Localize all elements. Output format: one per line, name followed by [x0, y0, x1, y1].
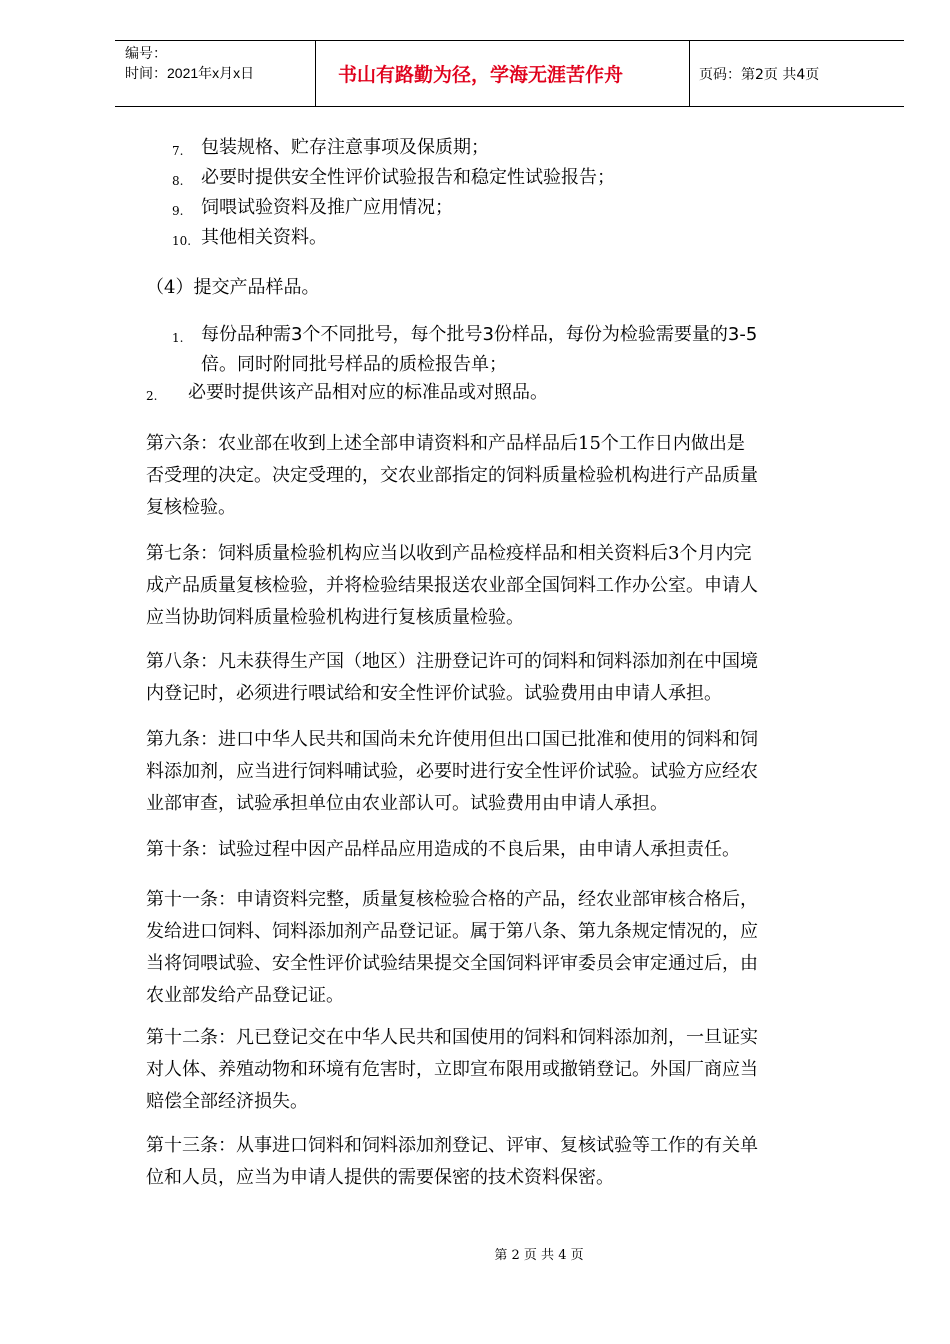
list-item: 包装规格、贮存注意事项及保质期；	[201, 137, 489, 158]
header-slogan: 书山有路勤为径，学海无涯苦作舟	[316, 41, 690, 106]
page-header	[115, 40, 904, 107]
list-item: 其他相关资料。	[201, 227, 327, 248]
list-number: 1.	[172, 331, 184, 345]
article-9	[146, 724, 886, 820]
list-number: 10.	[172, 234, 192, 248]
paragraph-line: 第十一条：申请资料完整，质量复核检验合格的产品，经农业部审核合格后，	[146, 889, 758, 910]
paragraph-line: 第八条：凡未获得生产国（地区）注册登记许可的饲料和饲料添加剂在中国境	[146, 651, 758, 672]
paragraph-line: 内登记时，必须进行喂试给和安全性评价试验。试验费用由申请人承担。	[146, 683, 722, 704]
paragraph-line: 料添加剂，应当进行饲料哺试验，必要时进行安全性评价试验。试验方应经农	[146, 761, 758, 782]
paragraph-line: 第十三条：从事进口饲料和饲料添加剂登记、评审、复核试验等工作的有关单	[146, 1135, 758, 1156]
list-number: 8.	[172, 174, 184, 188]
section-heading: （4）提交产品样品。	[146, 277, 320, 298]
paragraph-line: 第十条：试验过程中因产品样品应用造成的不良后果，由申请人承担责任。	[146, 839, 740, 860]
paragraph-line: 复核检验。	[146, 497, 236, 518]
list-number: 2.	[146, 389, 158, 403]
paragraph-line: 第七条：饲料质量检验机构应当以收到产品检疫样品和相关资料后3个月内完	[146, 543, 752, 564]
header-page-info: 页码：第2页 共4页	[699, 66, 820, 83]
paragraph-line: 农业部发给产品登记证。	[146, 985, 344, 1006]
paragraph-line: 第六条：农业部在收到上述全部申请资料和产品样品后15个工作日内做出是	[146, 433, 745, 454]
page-footer: 第 2 页 共 4 页	[494, 1248, 584, 1263]
article-12	[146, 1022, 886, 1118]
article-13	[146, 1130, 886, 1194]
list-item-line: 倍。同时附同批号样品的质检报告单；	[201, 354, 507, 375]
paragraph-line: 当将饲喂试验、安全性评价试验结果提交全国饲料评审委员会审定通过后，由	[146, 953, 758, 974]
paragraph-line: 第十二条：凡已登记交在中华人民共和国使用的饲料和饲料添加剂，一旦证实	[146, 1027, 758, 1048]
paragraph-line: 否受理的决定。决定受理的，交农业部指定的饲料质量检验机构进行产品质量	[146, 465, 758, 486]
list-item: 饲喂试验资料及推广应用情况；	[201, 197, 453, 218]
header-meta	[115, 41, 316, 106]
article-6	[146, 428, 886, 524]
list-item-line: 必要时提供该产品相对应的标准品或对照品。	[188, 382, 548, 403]
paragraph-line: 发给进口饲料、饲料添加剂产品登记证。属于第八条、第九条规定情况的，应	[146, 921, 758, 942]
article-8	[146, 646, 886, 710]
paragraph-line: 成产品质量复核检验，并将检验结果报送农业部全国饲料工作办公室。申请人	[146, 575, 758, 596]
time-label: 时间：2021年x月x日	[125, 65, 255, 81]
paragraph-line: 应当协助饲料质量检验机构进行复核质量检验。	[146, 607, 524, 628]
paragraph-line: 对人体、养殖动物和环境有危害时，立即宣布限用或撤销登记。外国厂商应当	[146, 1059, 758, 1080]
list-number: 9.	[172, 204, 184, 218]
article-10	[146, 834, 886, 866]
paragraph-line: 位和人员，应当为申请人提供的需要保密的技术资料保密。	[146, 1167, 614, 1188]
paragraph-line: 赔偿全部经济损失。	[146, 1091, 308, 1112]
code-label: 编号：	[125, 45, 167, 61]
article-11	[146, 884, 886, 1012]
paragraph-line: 第九条：进口中华人民共和国尚未允许使用但出口国已批准和使用的饲料和饲	[146, 729, 758, 750]
paragraph-line: 业部审查，试验承担单位由农业部认可。试验费用由申请人承担。	[146, 793, 668, 814]
article-7	[146, 538, 886, 634]
list-item-line: 每份品种需3个不同批号，每个批号3份样品，每份为检验需要量的3-5	[201, 324, 758, 345]
list-number: 7.	[172, 144, 184, 158]
list-item: 必要时提供安全性评价试验报告和稳定性试验报告；	[201, 167, 615, 188]
